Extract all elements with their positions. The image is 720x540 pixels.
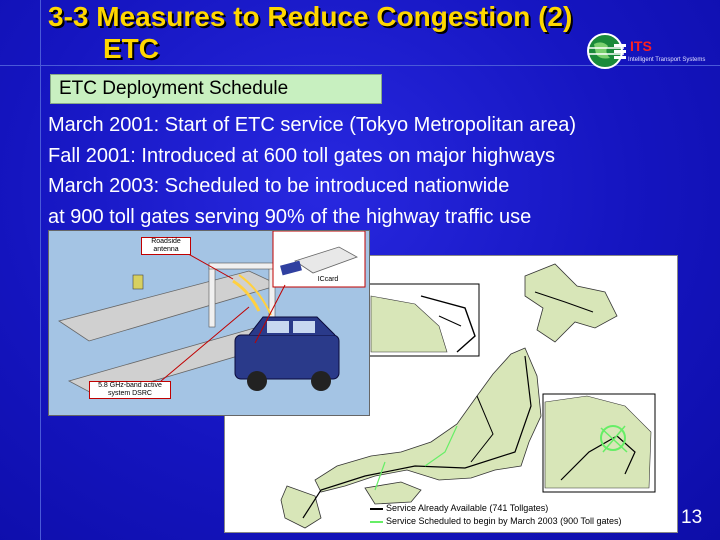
legend-label: Service Already Available (741 Tollgates): [386, 503, 549, 513]
its-logo-subtext: Intelligent Transport Systems: [628, 57, 706, 63]
map-legend: [370, 502, 621, 528]
its-logo: [584, 30, 718, 72]
vertical-rule: [40, 0, 41, 540]
title-line-1: 3-3 Measures to Reduce Congestion (2): [48, 1, 573, 32]
legend-label: Service Scheduled to begin by March 2003 (900 Toll gates): [386, 516, 622, 526]
body-line: at 900 toll gates serving 90% of the highway traffic use: [48, 205, 532, 228]
iccard-callout: ICcard: [317, 276, 339, 283]
its-globe-icon: [584, 30, 632, 72]
dsrc-callout: 5.8 GHz-band active system DSRC: [89, 381, 171, 399]
etc-gate-diagram: [48, 230, 370, 416]
subtitle-box: [50, 74, 382, 104]
body-line: March 2003: Scheduled to be introduced nationwide: [48, 175, 510, 197]
title-line-2: ETC: [103, 33, 159, 64]
subtitle: ETC Deployment Schedule: [59, 78, 289, 99]
body-line: Fall 2001: Introduced at 600 toll gates on major highways: [48, 144, 555, 167]
slide-title: [48, 1, 572, 65]
body-line: March 2001: Start of ETC service (Tokyo Metropolitan area): [48, 114, 576, 136]
legend-item-available: [370, 502, 621, 515]
legend-swatch-black: [370, 508, 383, 510]
body-text: [48, 110, 576, 232]
its-logo-text: ITS: [630, 38, 652, 54]
roadside-antenna-callout: Roadside antenna: [141, 237, 191, 255]
page-number: 13: [681, 507, 703, 528]
legend-swatch-green: [370, 521, 383, 523]
legend-item-scheduled: [370, 515, 621, 528]
